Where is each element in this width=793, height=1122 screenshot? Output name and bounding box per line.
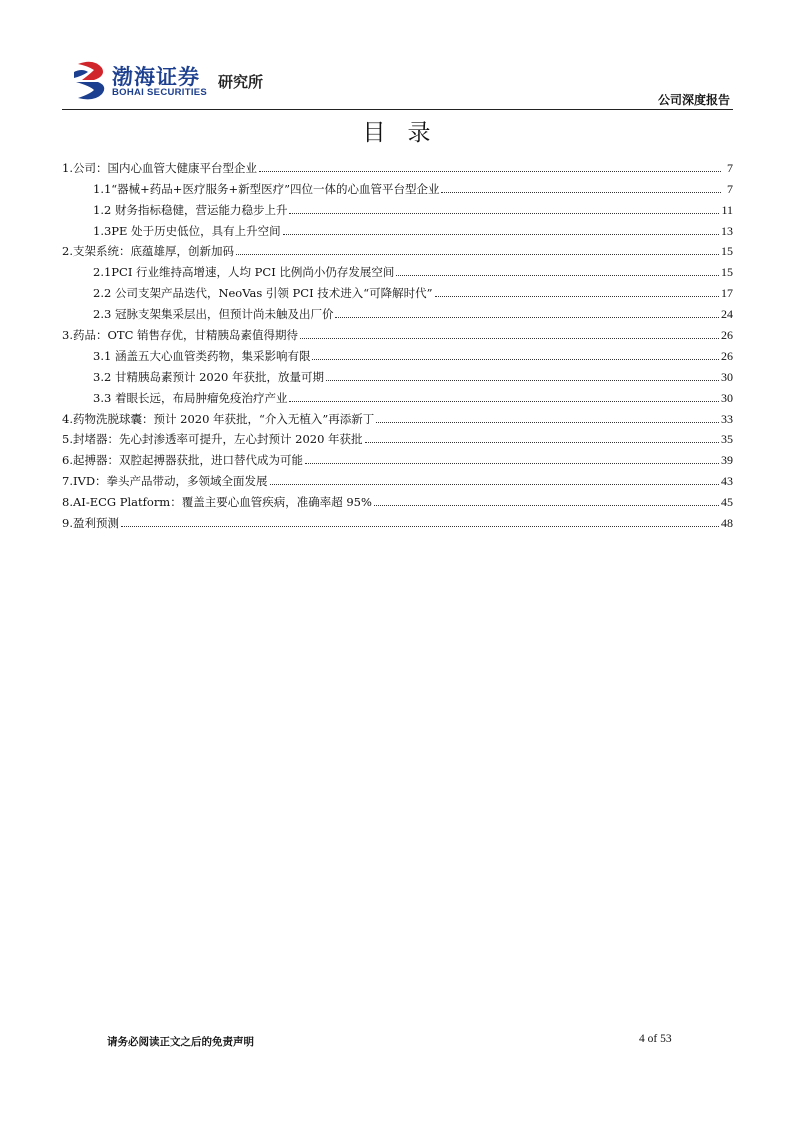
toc-entry-page: 7 bbox=[727, 160, 733, 175]
toc-entry[interactable] bbox=[62, 488, 733, 509]
toc-entry-text: 8.AI-ECG Platform：覆盖主要心血管疾病，准确率超 95% bbox=[62, 495, 372, 510]
toc-entry-page: 17 bbox=[721, 286, 733, 301]
toc-entry-text: 7.IVD：拳头产品带动，多领域全面发展 bbox=[62, 474, 268, 489]
toc-dot-leader bbox=[376, 422, 719, 423]
toc-entry[interactable] bbox=[62, 217, 733, 238]
toc-entry-page: 24 bbox=[721, 307, 733, 322]
page-header bbox=[72, 58, 732, 110]
toc-dot-leader bbox=[289, 401, 719, 402]
toc-entry-text: 2.支架系统：底蕴雄厚，创新加码 bbox=[62, 244, 234, 259]
bohai-logo-icon bbox=[72, 58, 108, 102]
toc-entry[interactable] bbox=[62, 405, 733, 426]
toc-entry-text: 2.1PCI 行业维持高增速，人均 PCI 比例尚小仍存发展空间 bbox=[93, 265, 395, 280]
toc-entry-page: 13 bbox=[721, 223, 733, 238]
header-divider bbox=[62, 109, 733, 110]
toc-dot-leader bbox=[435, 296, 719, 297]
toc-dot-leader bbox=[236, 254, 719, 255]
toc-entry[interactable] bbox=[62, 196, 733, 217]
toc-dot-leader bbox=[326, 380, 719, 381]
report-type: 公司深度报告 bbox=[657, 93, 730, 107]
toc-entry-page: 7 bbox=[727, 181, 733, 196]
toc-entry-text: 2.2 公司支架产品迭代，NeoVas 引领 PCI 技术进入“可降解时代” bbox=[93, 286, 433, 301]
toc-dot-leader bbox=[365, 442, 719, 443]
toc-entry-page: 30 bbox=[721, 369, 733, 384]
toc-entry[interactable] bbox=[62, 467, 733, 488]
toc-entry-text: 6.起搏器：双腔起搏器获批，进口替代成为可能 bbox=[62, 453, 303, 468]
toc-entry-text: 3.2 甘精胰岛素预计 2020 年获批，放量可期 bbox=[93, 369, 325, 384]
toc-entry[interactable] bbox=[62, 509, 733, 530]
toc-entry-text: 1.1“器械+药品+医疗服务+新型医疗”四位一体的心血管平台型企业 bbox=[93, 181, 440, 196]
toc-dot-leader bbox=[396, 275, 719, 276]
toc-entry-text: 1.公司：国内心血管大健康平台型企业 bbox=[62, 160, 257, 175]
toc-entry[interactable] bbox=[62, 342, 733, 363]
toc-entry-page: 11 bbox=[721, 202, 733, 217]
toc-dot-leader bbox=[289, 213, 719, 214]
toc-entry-page: 30 bbox=[721, 390, 733, 405]
toc-entry-page: 43 bbox=[721, 474, 733, 489]
toc-entry-text: 3.3 着眼长远，布局肿瘤免疫治疗产业 bbox=[93, 390, 288, 405]
toc-entry-page: 15 bbox=[721, 265, 733, 280]
toc-dot-leader bbox=[374, 505, 719, 506]
toc-entry-text: 3.药品：OTC 销售存优，甘精胰岛素值得期待 bbox=[62, 328, 299, 343]
toc-entry-page: 45 bbox=[721, 495, 733, 510]
logo-english-name: BOHAI SECURITIES bbox=[112, 87, 208, 98]
toc-entry[interactable] bbox=[62, 363, 733, 384]
toc-entry[interactable] bbox=[62, 426, 733, 447]
toc-dot-leader bbox=[283, 234, 719, 235]
toc-dot-leader bbox=[335, 317, 719, 318]
toc-entry-page: 26 bbox=[721, 328, 733, 343]
toc-entry-text: 2.3 冠脉支架集采层出，但预计尚未触及出厂价 bbox=[93, 307, 334, 322]
toc-entry[interactable] bbox=[62, 258, 733, 279]
toc-entry[interactable] bbox=[62, 446, 733, 467]
toc-entry-text: 5.封堵器：先心封渗透率可提升，左心封预计 2020 年获批 bbox=[62, 432, 363, 447]
logo-chinese-name: 渤海证券 bbox=[112, 65, 200, 89]
toc-entry-text: 1.3PE 处于历史低位，具有上升空间 bbox=[93, 223, 281, 238]
toc-entry[interactable] bbox=[62, 279, 733, 300]
toc-dot-leader bbox=[305, 463, 719, 464]
toc-entry-page: 35 bbox=[721, 432, 733, 447]
toc-title: 目录 bbox=[362, 120, 453, 146]
toc-dot-leader bbox=[259, 171, 721, 172]
toc-dot-leader bbox=[312, 359, 719, 360]
toc-entry[interactable] bbox=[62, 384, 733, 405]
toc-entry[interactable] bbox=[62, 238, 733, 259]
toc-entry-page: 48 bbox=[721, 516, 733, 531]
toc-entry[interactable] bbox=[62, 154, 733, 175]
toc-entry-text: 3.1 涵盖五大心血管类药物，集采影响有限 bbox=[93, 348, 311, 363]
toc-entry-text: 1.2 财务指标稳健，营运能力稳步上升 bbox=[93, 202, 288, 217]
toc-dot-leader bbox=[270, 484, 719, 485]
institute-label: 研究所 bbox=[218, 73, 264, 91]
toc-entry-page: 39 bbox=[721, 453, 733, 468]
toc-entry-text: 9.盈利预测 bbox=[62, 516, 119, 531]
toc-entry[interactable] bbox=[62, 175, 733, 196]
toc-dot-leader bbox=[441, 192, 721, 193]
footer-disclaimer: 请务必阅读正文之后的免责声明 bbox=[107, 1036, 254, 1048]
toc-entry-page: 15 bbox=[721, 244, 733, 259]
table-of-contents bbox=[62, 154, 733, 530]
toc-dot-leader bbox=[121, 526, 719, 527]
toc-entry-page: 33 bbox=[721, 411, 733, 426]
toc-entry-text: 4.药物洗脱球囊：预计 2020 年获批，“介入无植入”再添新丁 bbox=[62, 411, 375, 426]
page-number: 4 of 53 bbox=[639, 1033, 672, 1045]
toc-entry-page: 26 bbox=[721, 348, 733, 363]
toc-entry[interactable] bbox=[62, 300, 733, 321]
toc-dot-leader bbox=[300, 338, 719, 339]
toc-entry[interactable] bbox=[62, 321, 733, 342]
